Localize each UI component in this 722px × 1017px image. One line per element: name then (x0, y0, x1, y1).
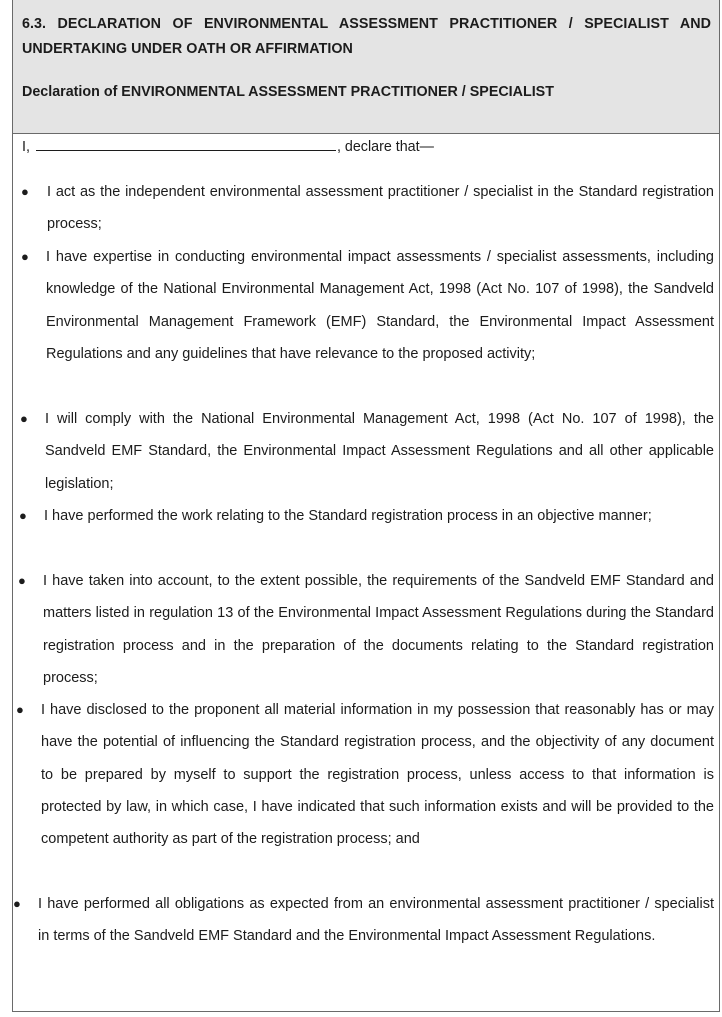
list-item-text: I act as the independent environmental assessment practitioner / specialist in the Standard registration process; (47, 184, 714, 233)
list-item-text: I have expertise in conducting environmental impact assessments / specialist assessments, including knowledge of the National Environmental Management Act, 1998 (Act No. 107 of 1998), the Sandveld Environmental Management Framework (EMF) Standard, the Environmental Impact Assessment Regulations and any guidelines that have relevance to the proposed activity; (46, 249, 714, 362)
form-header (13, 0, 719, 134)
declaration-prefix: I, (22, 139, 30, 155)
list-item (13, 500, 719, 565)
bullet-icon: ● (20, 411, 28, 426)
list-item (13, 241, 719, 403)
bullet-icon: ● (13, 896, 21, 911)
list-item-text: I have taken into account, to the extent possible, the requirements of the Sandveld EMF Standard and matters listed in regulation 13 of the Environmental Impact Assessment Regulations during the Standard registration process and in the preparation of the documents relating to the Standard registration process; (43, 573, 714, 686)
list-item-text: I will comply with the National Environmental Management Act, 1998 (Act No. 107 of 1998), the Sandveld EMF Standard, the Environmental Impact Assessment Regulations and all other applicable legislation; (45, 411, 714, 492)
declaration-form (12, 0, 720, 1012)
list-item-text: I have disclosed to the proponent all material information in my possession that reasonably has or may have the potential of influencing the Standard registration process, and the objectivity of any document to be prepared by myself to support the registration process, unless access to that information is protected by law, in which case, I have indicated that such information exists and will be provided to the competent authority as part of the registration process; and (41, 702, 714, 848)
declaration-suffix: , declare that— (336, 139, 434, 155)
bullet-icon: ● (19, 508, 27, 523)
sub-title: Declaration of ENVIRONMENTAL ASSESSMENT PRACTITIONER / SPECIALIST (22, 84, 554, 100)
declaration-line (13, 134, 719, 158)
section-title: 6.3. DECLARATION OF ENVIRONMENTAL ASSESSMENT PRACTITIONER / SPECIALIST AND UNDERTAKING UNDER OATH OR AFFIRMATION (22, 16, 711, 57)
list-item-text: I have performed the work relating to the Standard registration process in an objective manner; (44, 508, 652, 524)
list-item (13, 565, 719, 694)
list-item (13, 694, 719, 888)
bullet-icon: ● (16, 702, 24, 717)
declaration-list (13, 176, 719, 988)
list-item (13, 403, 719, 500)
list-item (13, 888, 719, 988)
bullet-icon: ● (21, 249, 29, 264)
bullet-icon: ● (21, 184, 29, 199)
name-blank-field[interactable] (36, 137, 336, 151)
list-item-text: I have performed all obligations as expected from an environmental assessment practitioner / specialist in terms of the Sandveld EMF Standard and the Environmental Impact Assessment Regulations. (38, 896, 714, 945)
bullet-icon: ● (18, 573, 26, 588)
list-item (13, 176, 719, 241)
